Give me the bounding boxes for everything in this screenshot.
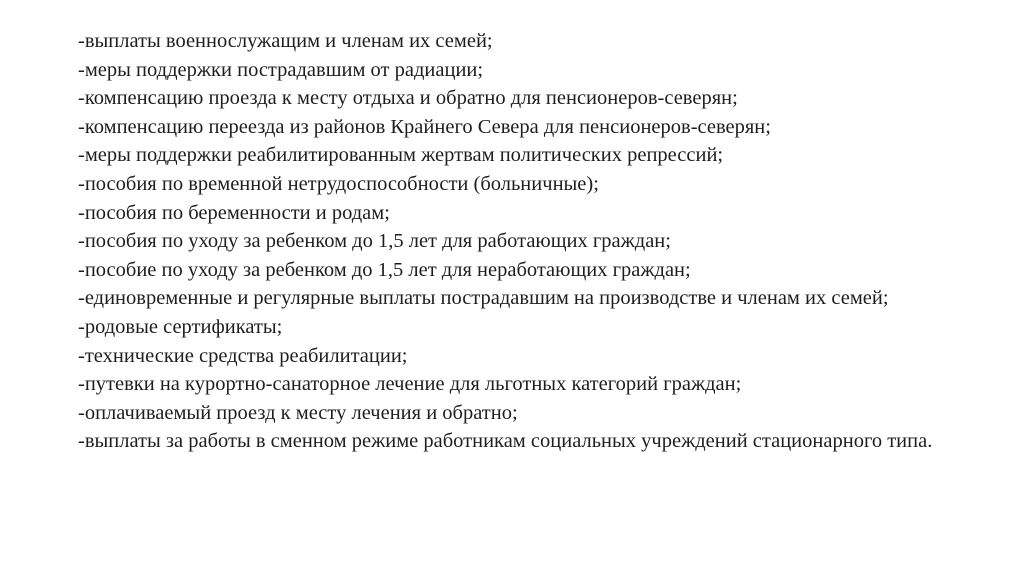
list-item: -родовые сертификаты; bbox=[78, 315, 283, 338]
list-item: -меры поддержки пострадавшим от радиации; bbox=[78, 58, 484, 81]
list-item: -путевки на курортно-санаторное лечение для льготных категорий граждан; bbox=[78, 373, 742, 396]
list-item: -пособие по уходу за ребенком до 1,5 лет для неработающих граждан; bbox=[78, 258, 691, 281]
list-item: -пособия по уходу за ребенком до 1,5 лет для работающих граждан; bbox=[78, 230, 671, 253]
document-body bbox=[34, 27, 1008, 456]
list-item: -меры поддержки реабилитированным жертвам политических репрессий; bbox=[78, 144, 724, 167]
list-item: -компенсацию переезда из районов Крайнего Севера для пенсионеров-северян; bbox=[78, 115, 771, 138]
list-item: -единовременные и регулярные выплаты пострадавшим на производстве и членам их семей; bbox=[78, 287, 889, 310]
list-item: -пособия по беременности и родам; bbox=[78, 201, 390, 224]
list-item: -оплачиваемый проезд к месту лечения и обратно; bbox=[78, 401, 518, 424]
list-item: -выплаты военнослужащим и членам их семей; bbox=[78, 30, 493, 52]
list-item: -технические средства реабилитации; bbox=[78, 344, 408, 367]
list-item: -компенсацию проезда к месту отдыха и обратно для пенсионеров-северян; bbox=[78, 87, 738, 110]
list-item: -пособия по временной нетрудоспособности (больничные); bbox=[78, 172, 599, 195]
list-item: -выплаты за работы в сменном режиме работникам социальных учреждений стационарного типа. bbox=[78, 430, 933, 453]
